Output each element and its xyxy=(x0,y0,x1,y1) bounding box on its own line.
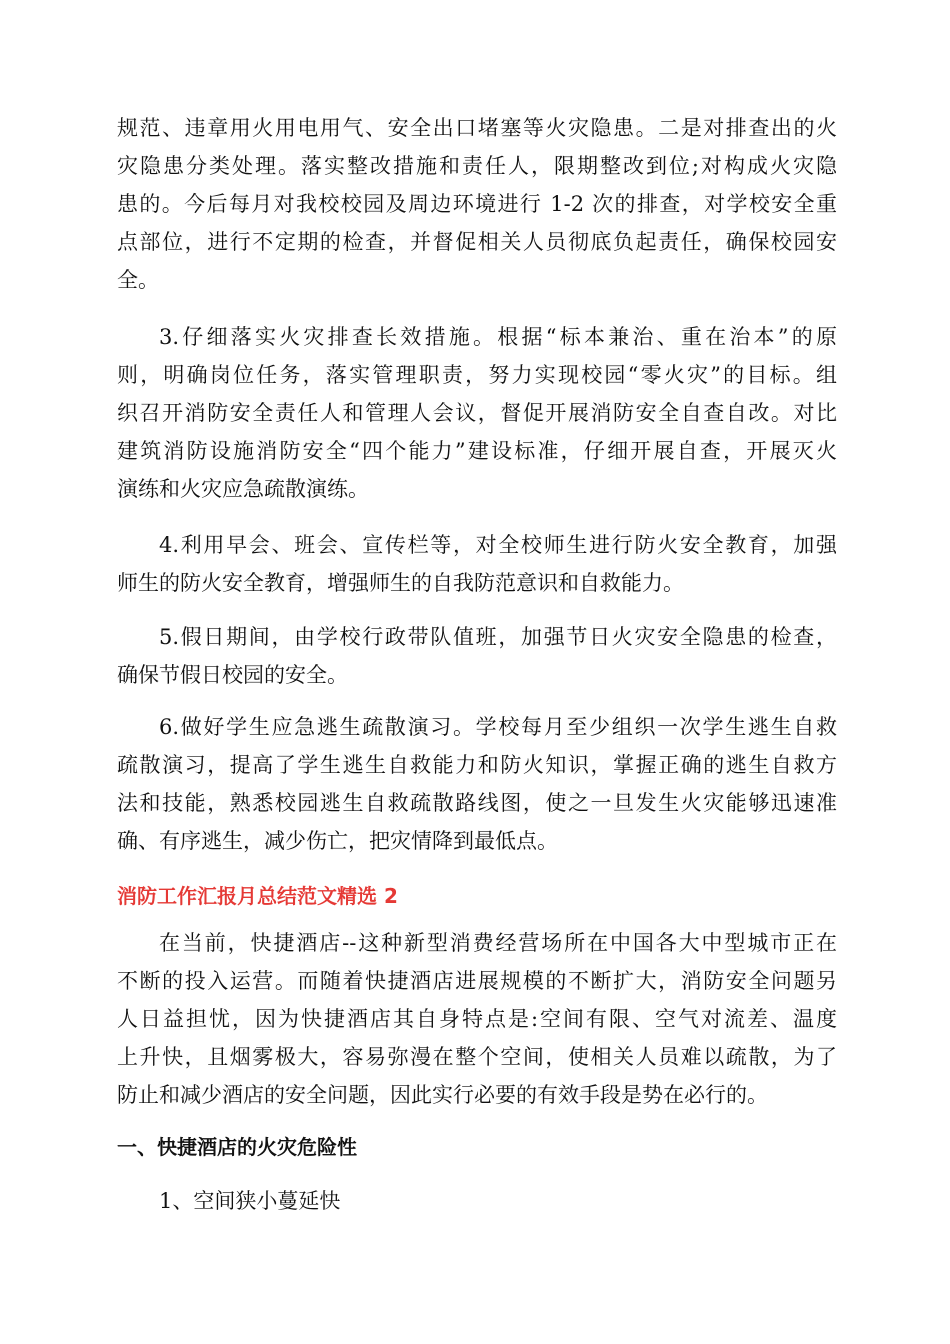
text-line: 患的。今后每月对我校校园及周边环境进行 1-2 次的排查，对学校安全重 xyxy=(117,192,837,216)
subsection-title: 一、快捷酒店的火灾危险性 xyxy=(117,1135,357,1159)
paragraph-fire-hazard-handling xyxy=(117,109,837,299)
text-line: 在当前，快捷酒店--这种新型消费经营场所在中国各大中型城市正在 xyxy=(159,931,837,955)
text-line: 5.假日期间，由学校行政带队值班，加强节日火灾安全隐患的检查， xyxy=(159,625,837,649)
text-line: 人日益担忧，因为快捷酒店其自身特点是:空间有限、空气对流差、温度 xyxy=(117,1007,837,1031)
text-line: 师生的防火安全教育，增强师生的自我防范意识和自救能力。 xyxy=(117,571,684,595)
text-line: 织召开消防安全责任人和管理人会议，督促开展消防安全自查自改。对比 xyxy=(117,401,837,425)
text-line: 1、空间狭小蔓延快 xyxy=(159,1189,341,1213)
text-line: 4.利用早会、班会、宣传栏等，对全校师生进行防火安全教育，加强 xyxy=(159,533,837,557)
paragraph-item-3 xyxy=(117,318,837,508)
text-line: 演练和火灾应急疏散演练。 xyxy=(117,477,369,501)
text-line: 防止和减少酒店的安全问题，因此实行必要的有效手段是势在必行的。 xyxy=(117,1083,768,1107)
text-line: 规范、违章用火用电用气、安全出口堵塞等火灾隐患。二是对排查出的火 xyxy=(117,116,837,140)
paragraph-item-4 xyxy=(117,526,837,602)
text-line: 确、有序逃生，减少伤亡，把灾情降到最低点。 xyxy=(117,829,558,853)
paragraph-hotel-intro xyxy=(117,924,837,1114)
text-line: 疏散演习，提高了学生逃生自救能力和防火知识，掌握正确的逃生自救方 xyxy=(117,753,837,777)
text-line: 全。 xyxy=(117,268,159,292)
text-line: 法和技能，熟悉校园逃生自救疏散路线图，使之一旦发生火灾能够迅速准 xyxy=(117,791,837,815)
text-line: 不断的投入运营。而随着快捷酒店进展规模的不断扩大，消防安全问题另 xyxy=(117,969,837,993)
section-title: 消防工作汇报月总结范文精选 2 xyxy=(117,884,398,908)
text-line: 点部位，进行不定期的检查，并督促相关人员彻底负起责任，确保校园安 xyxy=(117,230,837,254)
paragraph-item-6 xyxy=(117,708,837,860)
text-line: 则，明确岗位任务，落实管理职责，努力实现校园“零火灾”的目标。组 xyxy=(117,363,837,387)
text-line: 建筑消防设施消防安全“四个能力”建设标准，仔细开展自查，开展灭火 xyxy=(117,439,837,463)
text-line: 3.仔细落实火灾排查长效措施。根据“标本兼治、重在治本”的原 xyxy=(159,325,837,349)
paragraph-item-5 xyxy=(117,618,837,694)
text-line: 上升快，且烟雾极大，容易弥漫在整个空间，使相关人员难以疏散，为了 xyxy=(117,1045,837,1069)
paragraph-list-item-1 xyxy=(117,1182,837,1220)
text-line: 灾隐患分类处理。落实整改措施和责任人，限期整改到位;对构成火灾隐 xyxy=(117,154,837,178)
text-line: 确保节假日校园的安全。 xyxy=(117,663,348,687)
text-line: 6.做好学生应急逃生疏散演习。学校每月至少组织一次学生逃生自救 xyxy=(159,715,837,739)
